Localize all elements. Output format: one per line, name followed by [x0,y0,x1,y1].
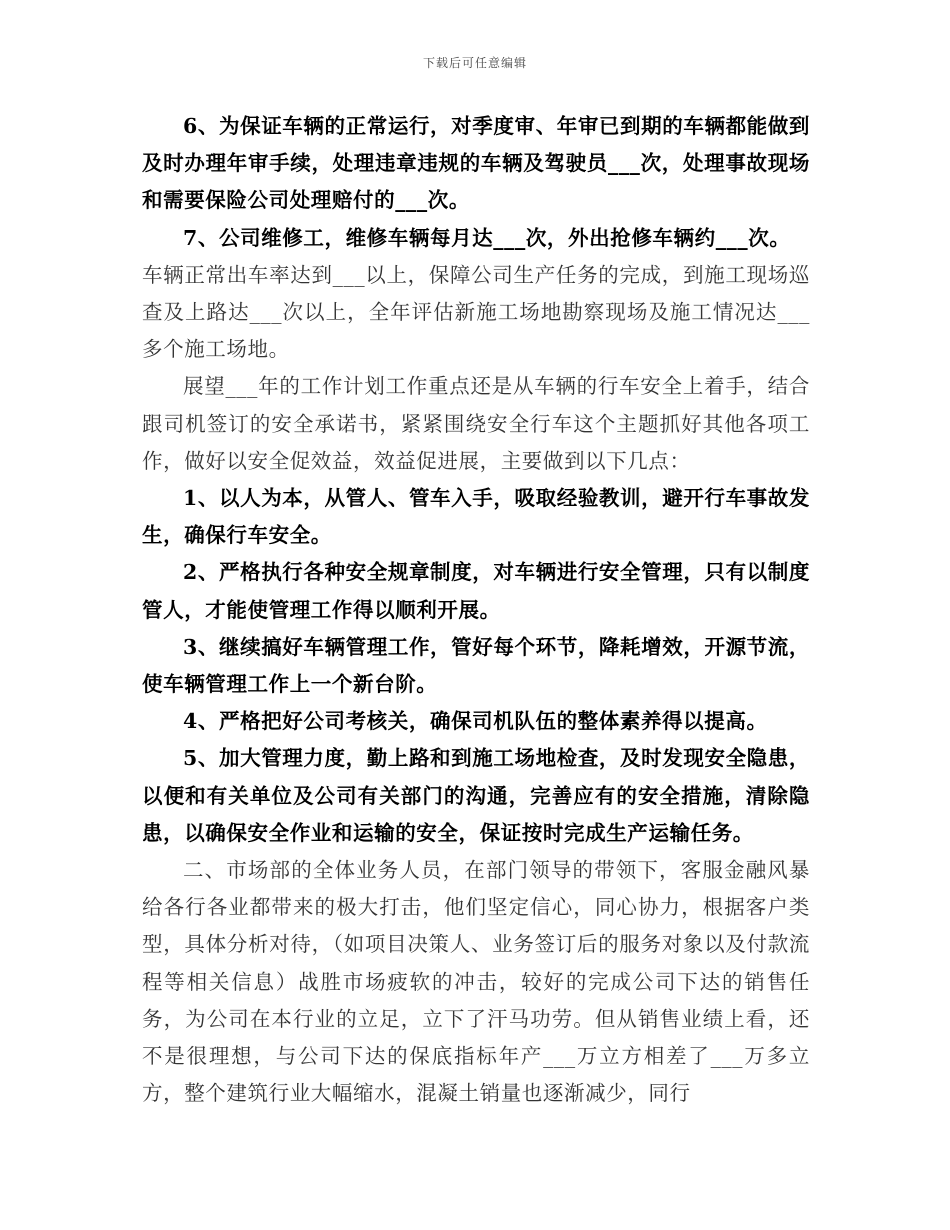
paragraph-item-7: 7、公司维修工，维修车辆每月达___次，外出抢修车辆约___次。 [183,225,791,250]
page-header: 下载后可任意编辑 [422,56,527,70]
document-body [142,108,810,1112]
paragraph-market-dept: 二、市场部的全体业务人员，在部门领导的带领下，客服金融风暴给各行各业都带来的极大打击，他们坚定信心，同心协力，根据客户类型，具体分析对待，（如项目决策人、业务签订后的服务对象以及付款流程等相关信息）战胜市场疲软的冲击，较好的完成公司下达的销售任务，为公司在本行业的立足，立下了汗马功劳。但从销售业绩上看，还不是很理想，与公司下达的保底指标年产___万立方相差了___万多立方，整个建筑行业大幅缩水，混凝土销量也逐渐减少，同行 [142,858,810,1106]
paragraph-point-1: 1、以人为本，从管人、管车入手，吸取经验教训，避开行车事故发生，确保行车安全。 [142,486,810,548]
paragraph-point-3: 3、继续搞好车辆管理工作，管好每个环节，降耗增效，开源节流，使车辆管理工作上一个新台阶。 [142,634,810,697]
paragraph-point-2: 2、严格执行各种安全规章制度，对车辆进行安全管理，只有以制度管人，才能使管理工作得以顺利开展。 [142,560,810,622]
paragraph-item-6: 6、为保证车辆的正常运行，对季度审、年审已到期的车辆都能做到及时办理年审手续，处理违章违规的车辆及驾驶员___次，处理事故现场和需要保险公司处理赔付的___次。 [142,114,810,213]
paragraph-vehicle-stats: 车辆正常出车率达到___以上，保障公司生产任务的完成，到施工现场巡查及上路达___次以上，全年评估新施工场地勘察现场及施工情况达___多个施工场地。 [142,262,810,362]
paragraph-outlook: 展望___年的工作计划工作重点还是从车辆的行车安全上着手，结合跟司机签订的安全承诺书，紧紧围绕安全行车这个主题抓好其他各项工作，做好以安全促效益，效益促进展，主要做到以下几点： [142,374,810,473]
paragraph-point-5: 5、加大管理力度，勤上路和到施工场地检查，及时发现安全隐患，以便和有关单位及公司有关部门的沟通，完善应有的安全措施，清除隐患，以确保安全作业和运输的安全，保证按时完成生产运输任务。 [142,746,810,845]
paragraph-point-4: 4、严格把好公司考核关，确保司机队伍的整体素养得以提高。 [183,709,768,734]
